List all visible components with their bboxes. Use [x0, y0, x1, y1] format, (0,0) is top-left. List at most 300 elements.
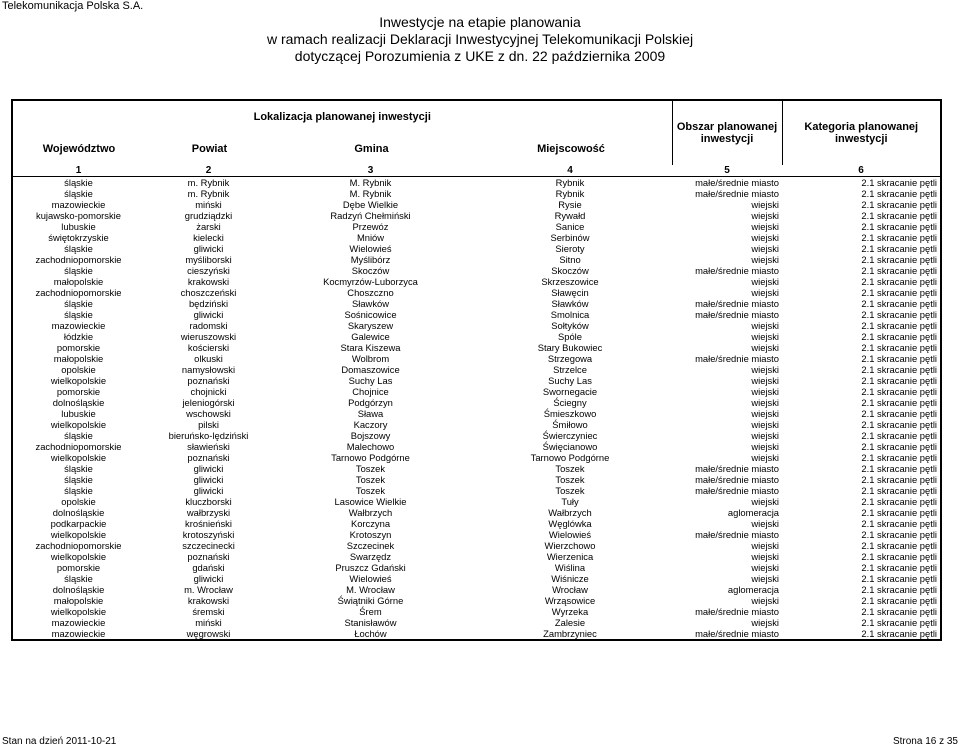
cell-gmina: Łochów	[354, 628, 387, 639]
table-row	[12, 298, 941, 309]
table-row	[12, 386, 941, 397]
cell-wojewodztwo: dolnośląskie	[52, 507, 105, 518]
table-row	[12, 452, 941, 463]
table-row	[12, 342, 941, 353]
cell-gmina: Dębe Wielkie	[342, 199, 399, 210]
cell-kategoria: 2.1 skracanie pętli	[861, 485, 937, 496]
cell-gmina: Stanisławów	[344, 617, 397, 628]
table-row	[12, 496, 941, 507]
cell-wojewodztwo: zachodniopomorskie	[35, 441, 122, 452]
cell-powiat: bieruńsko-lędziński	[168, 430, 249, 441]
cell-kategoria: 2.1 skracanie pętli	[861, 276, 937, 287]
cell-kategoria: 2.1 skracanie pętli	[861, 364, 937, 375]
table-row	[12, 419, 941, 430]
cell-kategoria: 2.1 skracanie pętli	[861, 397, 937, 408]
cell-miejscowosc: Wałbrzych	[548, 507, 592, 518]
cell-gmina: Swarzędz	[349, 551, 392, 562]
cell-powiat: namysłowski	[181, 364, 236, 375]
cell-obszar: wiejski	[751, 199, 779, 210]
cell-obszar: małe/średnie miasto	[695, 463, 779, 474]
cell-miejscowosc: Świerczyniec	[542, 430, 598, 441]
cell-obszar: wiejski	[751, 232, 779, 243]
cell-gmina: Lasowice Wielkie	[334, 496, 407, 507]
cell-powiat: wieruszowski	[180, 331, 237, 342]
cell-powiat: kielecki	[193, 232, 224, 243]
cell-obszar: wiejski	[751, 441, 779, 452]
table-row	[12, 276, 941, 287]
cell-obszar: wiejski	[751, 386, 779, 397]
table-row	[12, 375, 941, 386]
cell-powiat: poznański	[187, 375, 230, 386]
header-wojewodztwo: Województwo	[42, 143, 116, 155]
cell-obszar: wiejski	[751, 518, 779, 529]
cell-powiat: będziński	[188, 298, 229, 309]
cell-miejscowosc: Swornegacie	[542, 386, 598, 397]
cell-obszar: wiejski	[751, 551, 779, 562]
cell-miejscowosc: Suchy Las	[548, 375, 592, 386]
cell-kategoria: 2.1 skracanie pętli	[861, 265, 937, 276]
cell-wojewodztwo: śląskie	[64, 430, 93, 441]
cell-gmina: Mniów	[356, 232, 385, 243]
cell-wojewodztwo: małopolskie	[53, 595, 104, 606]
cell-wojewodztwo: kujawsko-pomorskie	[36, 210, 121, 221]
table-row	[12, 441, 941, 452]
cell-powiat: wschowski	[186, 408, 231, 419]
cell-kategoria: 2.1 skracanie pętli	[861, 441, 937, 452]
cell-powiat: radomski	[189, 320, 228, 331]
cell-obszar: małe/średnie miasto	[695, 628, 779, 639]
cell-powiat: gliwicki	[193, 573, 224, 584]
cell-obszar: małe/średnie miasto	[695, 606, 779, 617]
cell-powiat: krośnieński	[185, 518, 232, 529]
cell-miejscowosc: Rywałd	[554, 210, 586, 221]
cell-kategoria: 2.1 skracanie pętli	[861, 298, 937, 309]
cell-wojewodztwo: śląskie	[64, 188, 93, 199]
cell-powiat: gdański	[192, 562, 225, 573]
cell-wojewodztwo: wielkopolskie	[50, 375, 107, 386]
cell-wojewodztwo: śląskie	[64, 463, 93, 474]
table-row	[12, 199, 941, 210]
cell-powiat: kluczborski	[185, 496, 232, 507]
cell-powiat: m. Rybnik	[187, 177, 230, 188]
cell-miejscowosc: Wierzenica	[546, 551, 594, 562]
cell-gmina: Skaryszew	[347, 320, 394, 331]
cell-obszar: wiejski	[751, 540, 779, 551]
table-body	[12, 177, 941, 641]
cell-wojewodztwo: pomorskie	[56, 386, 101, 397]
cell-powiat: krotoszyński	[182, 529, 235, 540]
column-number: 6	[858, 165, 864, 176]
cell-gmina: Kocmyrzów-Luborzyca	[323, 276, 418, 287]
cell-gmina: Skoczów	[351, 265, 390, 276]
cell-wojewodztwo: mazowieckie	[51, 320, 106, 331]
cell-gmina: Domaszowice	[341, 364, 400, 375]
header-powiat: Powiat	[191, 143, 228, 155]
cell-miejscowosc: Skoczów	[551, 265, 589, 276]
table-row	[12, 463, 941, 474]
cell-miejscowosc: Sanice	[555, 221, 585, 232]
table-row	[12, 529, 941, 540]
cell-wojewodztwo: mazowieckie	[51, 617, 106, 628]
cell-obszar: wiejski	[751, 397, 779, 408]
cell-powiat: olkuski	[194, 353, 223, 364]
table-row	[12, 562, 941, 573]
cell-powiat: gliwicki	[193, 309, 224, 320]
table-row	[12, 397, 941, 408]
cell-powiat: poznański	[187, 452, 230, 463]
cell-obszar: wiejski	[751, 287, 779, 298]
cell-gmina: Podgórzyn	[348, 397, 393, 408]
cell-obszar: wiejski	[751, 342, 779, 353]
cell-powiat: sławieński	[187, 441, 230, 452]
cell-wojewodztwo: mazowieckie	[51, 628, 106, 639]
title-line: w ramach realizacji Deklaracji Inwestycyjnej Telekomunikacji Polskiej	[266, 31, 694, 47]
cell-powiat: chojnicki	[190, 386, 227, 397]
cell-kategoria: 2.1 skracanie pętli	[861, 562, 937, 573]
cell-miejscowosc: Wrocław	[552, 584, 588, 595]
cell-kategoria: 2.1 skracanie pętli	[861, 408, 937, 419]
cell-gmina: Kaczory	[353, 419, 388, 430]
cell-wojewodztwo: wielkopolskie	[50, 452, 107, 463]
column-numbers-row	[12, 165, 941, 177]
cell-gmina: Radzyń Chełmiński	[330, 210, 411, 221]
cell-gmina: Wielowieś	[349, 573, 392, 584]
cell-obszar: wiejski	[751, 595, 779, 606]
cell-miejscowosc: Strzegowa	[547, 353, 593, 364]
cell-obszar: wiejski	[751, 364, 779, 375]
cell-kategoria: 2.1 skracanie pętli	[861, 573, 937, 584]
cell-obszar: wiejski	[751, 617, 779, 628]
cell-gmina: Galewice	[351, 331, 390, 342]
table-row	[12, 353, 941, 364]
cell-powiat: kościerski	[187, 342, 230, 353]
cell-kategoria: 2.1 skracanie pętli	[861, 595, 937, 606]
cell-wojewodztwo: śląskie	[64, 177, 93, 188]
cell-miejscowosc: Toszek	[555, 463, 585, 474]
cell-obszar: wiejski	[751, 562, 779, 573]
table-row	[12, 518, 941, 529]
cell-kategoria: 2.1 skracanie pętli	[861, 606, 937, 617]
cell-obszar: wiejski	[751, 375, 779, 386]
cell-gmina: Myślibórz	[350, 254, 391, 265]
cell-miejscowosc: Stary Bukowiec	[537, 342, 603, 353]
cell-kategoria: 2.1 skracanie pętli	[861, 243, 937, 254]
cell-wojewodztwo: zachodniopomorskie	[35, 540, 122, 551]
cell-kategoria: 2.1 skracanie pętli	[861, 199, 937, 210]
cell-obszar: wiejski	[751, 276, 779, 287]
cell-powiat: myśliborski	[185, 254, 232, 265]
cell-miejscowosc: Toszek	[555, 474, 585, 485]
cell-miejscowosc: Zambrzyniec	[543, 628, 597, 639]
cell-obszar: wiejski	[751, 496, 779, 507]
cell-wojewodztwo: śląskie	[64, 573, 93, 584]
cell-powiat: śremski	[192, 606, 225, 617]
cell-miejscowosc: Wielowieś	[548, 529, 592, 540]
cell-gmina: Toszek	[355, 474, 386, 485]
cell-miejscowosc: Sławków	[551, 298, 589, 309]
cell-gmina: Świątniki Górne	[337, 595, 404, 606]
cell-powiat: choszczeński	[180, 287, 237, 298]
cell-powiat: wałbrzyski	[186, 507, 231, 518]
location-group-label: Lokalizacja planowanej inwestycji	[253, 111, 431, 123]
cell-miejscowosc: Święcianowo	[542, 441, 598, 452]
cell-gmina: Choszczno	[347, 287, 394, 298]
cell-wojewodztwo: śląskie	[64, 265, 93, 276]
cell-miejscowosc: Toszek	[555, 485, 585, 496]
company-name: Telekomunikacja Polska S.A.	[2, 0, 144, 12]
cell-kategoria: 2.1 skracanie pętli	[861, 375, 937, 386]
cell-wojewodztwo: wielkopolskie	[50, 419, 107, 430]
cell-gmina: Wielowieś	[349, 243, 392, 254]
cell-wojewodztwo: opolskie	[61, 496, 96, 507]
cell-miejscowosc: Sitno	[559, 254, 581, 265]
cell-powiat: gliwicki	[193, 243, 224, 254]
cell-kategoria: 2.1 skracanie pętli	[861, 177, 937, 188]
page-number: Strona 16 z 35	[892, 736, 958, 747]
cell-obszar: małe/średnie miasto	[695, 298, 779, 309]
cell-gmina: Toszek	[355, 463, 386, 474]
cell-kategoria: 2.1 skracanie pętli	[861, 584, 937, 595]
cell-miejscowosc: Tarnowo Podgórne	[530, 452, 610, 463]
cell-kategoria: 2.1 skracanie pętli	[861, 221, 937, 232]
cell-miejscowosc: Węglówka	[548, 518, 592, 529]
cell-powiat: gliwicki	[193, 485, 224, 496]
table-row	[12, 584, 941, 595]
cell-wojewodztwo: łódzkie	[63, 331, 94, 342]
cell-wojewodztwo: zachodniopomorskie	[35, 287, 122, 298]
cell-obszar: małe/średnie miasto	[695, 529, 779, 540]
cell-miejscowosc: Wyrzeka	[551, 606, 589, 617]
cell-obszar: wiejski	[751, 320, 779, 331]
cell-gmina: Malechowo	[346, 441, 395, 452]
cell-powiat: gliwicki	[193, 463, 224, 474]
table-row	[12, 221, 941, 232]
cell-miejscowosc: Rybnik	[555, 188, 585, 199]
cell-obszar: wiejski	[751, 408, 779, 419]
cell-obszar: małe/średnie miasto	[695, 485, 779, 496]
cell-gmina: M. Rybnik	[349, 177, 392, 188]
cell-miejscowosc: Zalesie	[554, 617, 586, 628]
cell-obszar: małe/średnie miasto	[695, 353, 779, 364]
table-row	[12, 309, 941, 320]
cell-miejscowosc: Sławęcin	[551, 287, 589, 298]
cell-kategoria: 2.1 skracanie pętli	[861, 331, 937, 342]
column-number: 1	[75, 165, 82, 176]
cell-miejscowosc: Serbinów	[550, 232, 590, 243]
cell-powiat: żarski	[196, 221, 221, 232]
cell-wojewodztwo: podkarpackie	[50, 518, 107, 529]
cell-miejscowosc: Strzelce	[553, 364, 587, 375]
table-row	[12, 265, 941, 276]
cell-miejscowosc: Wiśnicze	[551, 573, 589, 584]
cell-wojewodztwo: lubuskie	[61, 408, 96, 419]
cell-powiat: cieszyński	[187, 265, 230, 276]
table-row	[12, 408, 941, 419]
cell-gmina: Wałbrzych	[348, 507, 393, 518]
table-row	[12, 320, 941, 331]
cell-kategoria: 2.1 skracanie pętli	[861, 617, 937, 628]
cell-wojewodztwo: wielkopolskie	[50, 551, 107, 562]
cell-kategoria: 2.1 skracanie pętli	[861, 518, 937, 529]
table-row	[12, 287, 941, 298]
cell-obszar: małe/średnie miasto	[695, 188, 779, 199]
cell-miejscowosc: Wrząsowice	[544, 595, 596, 606]
cell-powiat: m. Rybnik	[187, 188, 230, 199]
cell-wojewodztwo: dolnośląskie	[52, 397, 105, 408]
cell-kategoria: 2.1 skracanie pętli	[861, 419, 937, 430]
cell-powiat: gliwicki	[193, 474, 224, 485]
cell-kategoria: 2.1 skracanie pętli	[861, 342, 937, 353]
table-row	[12, 188, 941, 199]
cell-powiat: szczecinecki	[182, 540, 235, 551]
title-line: Inwestycje na etapie planowania	[379, 14, 581, 30]
cell-kategoria: 2.1 skracanie pętli	[861, 430, 937, 441]
cell-kategoria: 2.1 skracanie pętli	[861, 287, 937, 298]
cell-obszar: małe/średnie miasto	[695, 265, 779, 276]
column-number: 2	[205, 165, 212, 176]
cell-kategoria: 2.1 skracanie pętli	[861, 496, 937, 507]
cell-obszar: wiejski	[751, 243, 779, 254]
status-date: Stan na dzień 2011-10-21	[2, 736, 117, 747]
cell-gmina: M. Wrocław	[346, 584, 395, 595]
cell-miejscowosc: Smolnica	[550, 309, 590, 320]
table-row	[12, 573, 941, 584]
cell-gmina: Sławków	[352, 298, 389, 309]
table-row	[12, 232, 941, 243]
cell-miejscowosc: Ściegny	[553, 397, 587, 408]
header-kategoria: Kategoria planowanej inwestycji	[782, 100, 941, 165]
cell-wojewodztwo: małopolskie	[53, 353, 104, 364]
cell-obszar: aglomeracja	[727, 507, 779, 518]
cell-miejscowosc: Rybnik	[555, 177, 585, 188]
cell-kategoria: 2.1 skracanie pętli	[861, 320, 937, 331]
cell-obszar: wiejski	[751, 221, 779, 232]
cell-powiat: m. Wrocław	[184, 584, 233, 595]
cell-gmina: Pruszcz Gdański	[335, 562, 406, 573]
cell-wojewodztwo: małopolskie	[53, 276, 104, 287]
cell-wojewodztwo: dolnośląskie	[52, 584, 105, 595]
cell-kategoria: 2.1 skracanie pętli	[861, 386, 937, 397]
cell-wojewodztwo: śląskie	[64, 309, 93, 320]
cell-gmina: Korczyna	[350, 518, 391, 529]
cell-kategoria: 2.1 skracanie pętli	[861, 463, 937, 474]
cell-wojewodztwo: zachodniopomorskie	[35, 254, 122, 265]
cell-miejscowosc: Rysie	[558, 199, 582, 210]
column-number: 3	[367, 165, 374, 176]
cell-powiat: krakowski	[187, 595, 230, 606]
table-row	[12, 430, 941, 441]
table-row	[12, 331, 941, 342]
cell-gmina: Toszek	[355, 485, 386, 496]
cell-miejscowosc: Śmiłowo	[552, 419, 588, 430]
cell-kategoria: 2.1 skracanie pętli	[861, 507, 937, 518]
cell-powiat: grudziądzki	[184, 210, 233, 221]
cell-obszar: wiejski	[751, 573, 779, 584]
cell-gmina: Wolbrom	[351, 353, 390, 364]
cell-gmina: Tarnowo Podgórne	[331, 452, 410, 463]
cell-wojewodztwo: śląskie	[64, 474, 93, 485]
table-row	[12, 606, 941, 617]
table-row	[12, 540, 941, 551]
location-group-header	[12, 100, 672, 165]
cell-wojewodztwo: opolskie	[61, 364, 96, 375]
cell-obszar: małe/średnie miasto	[695, 177, 779, 188]
cell-wojewodztwo: świętokrzyskie	[48, 232, 109, 243]
cell-gmina: Bojszowy	[350, 430, 391, 441]
cell-miejscowosc: Skrzeszowice	[541, 276, 599, 287]
cell-obszar: małe/średnie miasto	[695, 474, 779, 485]
cell-obszar: wiejski	[751, 210, 779, 221]
cell-kategoria: 2.1 skracanie pętli	[861, 474, 937, 485]
cell-powiat: krakowski	[187, 276, 230, 287]
cell-miejscowosc: Sieroty	[555, 243, 585, 254]
table-row	[12, 243, 941, 254]
cell-gmina: Chojnice	[352, 386, 389, 397]
cell-obszar: wiejski	[751, 452, 779, 463]
table-row	[12, 254, 941, 265]
cell-kategoria: 2.1 skracanie pętli	[861, 529, 937, 540]
cell-kategoria: 2.1 skracanie pętli	[861, 353, 937, 364]
cell-kategoria: 2.1 skracanie pętli	[861, 628, 937, 639]
cell-gmina: Szczecinek	[346, 540, 395, 551]
cell-wojewodztwo: wielkopolskie	[50, 529, 107, 540]
cell-gmina: Przewóz	[352, 221, 389, 232]
cell-miejscowosc: Wierzchowo	[544, 540, 596, 551]
cell-kategoria: 2.1 skracanie pętli	[861, 210, 937, 221]
column-number: 4	[567, 165, 573, 176]
cell-powiat: miński	[195, 199, 222, 210]
header-gmina: Gmina	[354, 143, 389, 155]
table-row	[12, 617, 941, 628]
cell-obszar: wiejski	[751, 419, 779, 430]
cell-obszar: wiejski	[751, 254, 779, 265]
cell-wojewodztwo: pomorskie	[56, 562, 101, 573]
cell-powiat: jeleniogórski	[182, 397, 235, 408]
cell-miejscowosc: Tuły	[561, 496, 579, 507]
cell-powiat: poznański	[187, 551, 230, 562]
cell-obszar: małe/średnie miasto	[695, 309, 779, 320]
cell-kategoria: 2.1 skracanie pętli	[861, 452, 937, 463]
cell-obszar: wiejski	[751, 331, 779, 342]
cell-kategoria: 2.1 skracanie pętli	[861, 309, 937, 320]
cell-wojewodztwo: śląskie	[64, 243, 93, 254]
cell-wojewodztwo: lubuskie	[61, 221, 96, 232]
cell-wojewodztwo: pomorskie	[56, 342, 101, 353]
header-obszar: Obszar planowanej inwestycji	[672, 100, 782, 165]
cell-miejscowosc: Sołtyków	[551, 320, 589, 331]
cell-wojewodztwo: mazowieckie	[51, 199, 106, 210]
cell-gmina: Stara Kiszewa	[340, 342, 401, 353]
cell-wojewodztwo: śląskie	[64, 298, 93, 309]
table-row	[12, 507, 941, 518]
cell-wojewodztwo: wielkopolskie	[50, 606, 107, 617]
header-miejscowosc: Miejscowość	[537, 143, 605, 155]
cell-kategoria: 2.1 skracanie pętli	[861, 254, 937, 265]
cell-gmina: Sośnicowice	[344, 309, 397, 320]
table-row	[12, 474, 941, 485]
cell-gmina: Sława	[357, 408, 384, 419]
table-row	[12, 485, 941, 496]
cell-miejscowosc: Spóle	[558, 331, 582, 342]
cell-kategoria: 2.1 skracanie pętli	[861, 188, 937, 199]
cell-kategoria: 2.1 skracanie pętli	[861, 232, 937, 243]
table-row	[12, 364, 941, 375]
column-number: 5	[724, 165, 730, 176]
cell-gmina: Śrem	[359, 606, 382, 617]
document-title	[0, 14, 960, 65]
cell-gmina: Krotoszyn	[349, 529, 392, 540]
cell-kategoria: 2.1 skracanie pętli	[861, 551, 937, 562]
